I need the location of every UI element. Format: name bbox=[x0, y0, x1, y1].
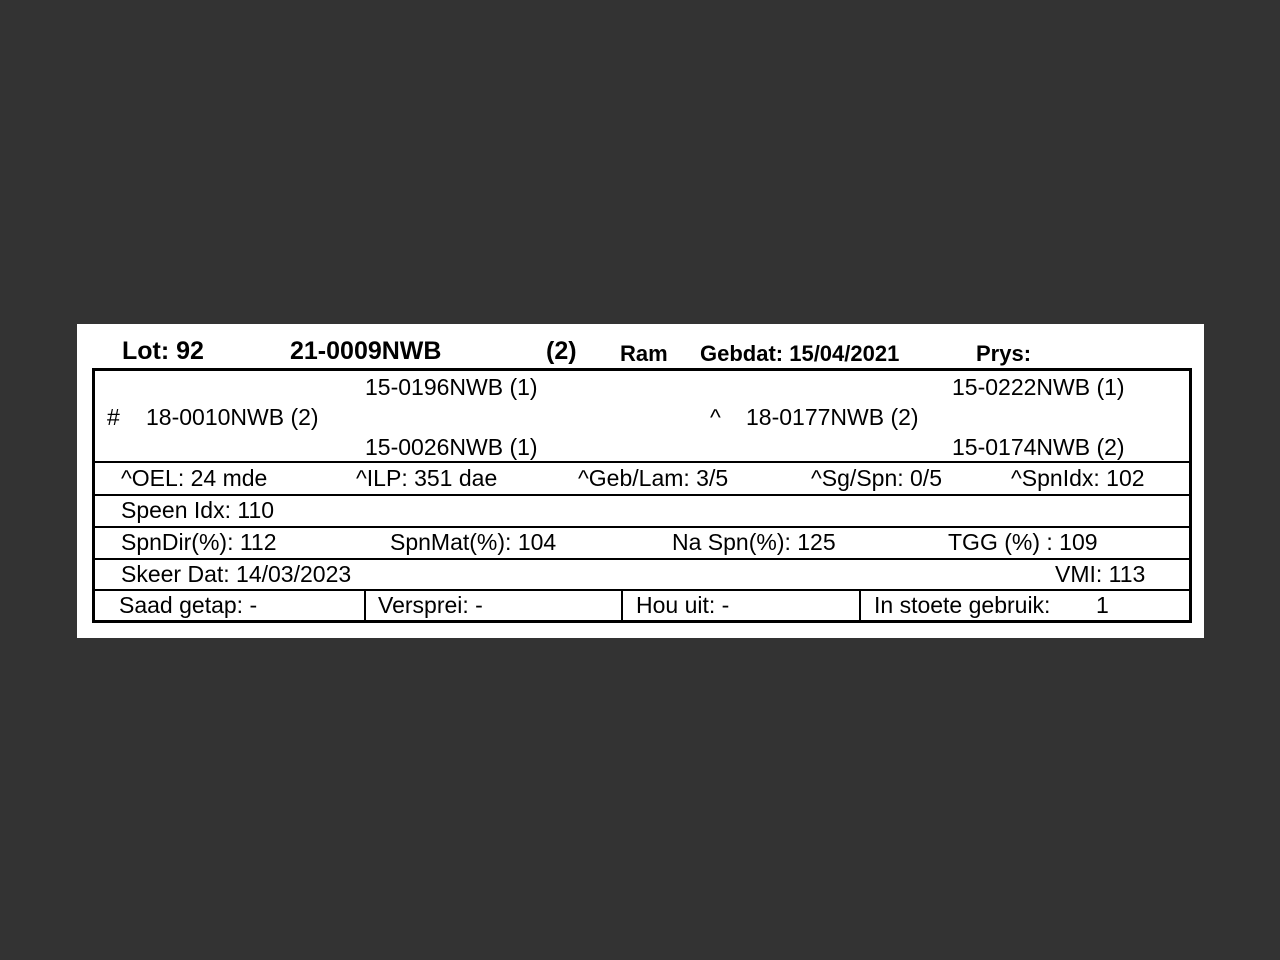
speen-idx: Speen Idx: 110 bbox=[121, 497, 275, 523]
oel-stat: ^OEL: 24 mde bbox=[121, 465, 268, 491]
saad-getap: Saad getap: - bbox=[119, 592, 258, 618]
sire: 18-0010NWB (2) bbox=[146, 404, 319, 430]
in-stoete-label: In stoete gebruik: bbox=[874, 592, 1051, 618]
na-spn-stat: Na Spn(%): 125 bbox=[672, 529, 836, 555]
spndir-stat: SpnDir(%): 112 bbox=[121, 529, 277, 555]
animal-sex: Ram bbox=[620, 341, 668, 366]
dam-sire: 15-0222NWB (1) bbox=[952, 374, 1125, 400]
divider bbox=[92, 558, 1192, 560]
in-stoete-value: 1 bbox=[1096, 592, 1109, 618]
birth-date: Gebdat: 15/04/2021 bbox=[700, 341, 900, 366]
tgg-stat: TGG (%) : 109 bbox=[948, 529, 1098, 555]
dam: 18-0177NWB (2) bbox=[746, 404, 919, 430]
divider bbox=[92, 526, 1192, 528]
ilp-stat: ^ILP: 351 dae bbox=[356, 465, 498, 491]
sire-marker: # bbox=[107, 404, 120, 430]
divider bbox=[92, 461, 1192, 463]
geb-lam-stat: ^Geb/Lam: 3/5 bbox=[578, 465, 729, 491]
divider bbox=[859, 590, 861, 623]
lot-number: Lot: 92 bbox=[122, 337, 204, 365]
versprei: Versprei: - bbox=[378, 592, 483, 618]
sire-dam: 15-0026NWB (1) bbox=[365, 434, 538, 460]
divider bbox=[92, 494, 1192, 496]
hou-uit: Hou uit: - bbox=[636, 592, 730, 618]
spnidx-stat: ^SpnIdx: 102 bbox=[1011, 465, 1145, 491]
dam-dam: 15-0174NWB (2) bbox=[952, 434, 1125, 460]
animal-id: 21-0009NWB bbox=[290, 337, 442, 365]
divider bbox=[364, 590, 366, 623]
vmi-stat: VMI: 113 bbox=[1055, 561, 1146, 587]
dam-marker: ^ bbox=[710, 404, 721, 430]
sg-spn-stat: ^Sg/Spn: 0/5 bbox=[811, 465, 942, 491]
divider bbox=[621, 590, 623, 623]
animal-count: (2) bbox=[546, 337, 577, 365]
sire-sire: 15-0196NWB (1) bbox=[365, 374, 538, 400]
price-label: Prys: bbox=[976, 341, 1032, 366]
skeer-date: Skeer Dat: 14/03/2023 bbox=[121, 561, 352, 587]
spnmat-stat: SpnMat(%): 104 bbox=[390, 529, 557, 555]
divider bbox=[92, 589, 1192, 591]
